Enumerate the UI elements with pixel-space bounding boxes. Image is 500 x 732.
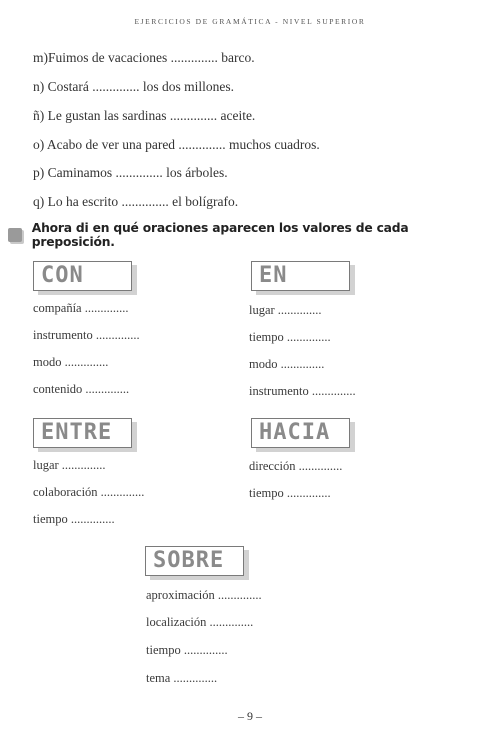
sobre-value-3: tiempo ..............	[146, 643, 228, 657]
square-bullet-icon	[8, 228, 22, 242]
exercise-enye: ñ) Le gustan las sardinas .............. aceite.	[33, 108, 256, 123]
preposition-box-con	[33, 261, 132, 291]
con-value-1: compañía ..............	[33, 301, 129, 315]
exercise-n: n) Costará .............. los dos millones.	[33, 79, 234, 94]
preposition-label: HACIA	[259, 420, 331, 445]
con-value-2: instrumento ..............	[33, 328, 140, 342]
preposition-box-entre	[33, 418, 132, 448]
en-value-1: lugar ..............	[249, 303, 322, 317]
en-value-4: instrumento ..............	[249, 384, 356, 398]
hacia-value-1: dirección ..............	[249, 459, 343, 473]
exercise-p: p) Caminamos .............. los árboles.	[33, 165, 228, 180]
en-value-3: modo ..............	[249, 357, 325, 371]
preposition-box-sobre	[145, 546, 244, 576]
instruction-text: Ahora di en qué oraciones aparecen los valores de cada preposición.	[31, 221, 409, 249]
preposition-box-en	[251, 261, 350, 291]
con-value-4: contenido ..............	[33, 382, 130, 396]
entre-value-3: tiempo ..............	[33, 512, 115, 526]
hacia-value-2: tiempo ..............	[249, 486, 331, 500]
con-value-3: modo ..............	[33, 355, 109, 369]
preposition-label: ENTRE	[41, 420, 113, 445]
exercise-o: o) Acabo de ver una pared .............. muchos cuadros.	[33, 137, 320, 152]
running-header: EJERCICIOS DE GRAMÁTICA - NIVEL SUPERIOR	[134, 17, 366, 26]
instruction-row	[8, 221, 488, 249]
sobre-value-1: aproximación ..............	[146, 588, 262, 602]
preposition-label: CON	[41, 263, 84, 288]
preposition-box-hacia	[251, 418, 350, 448]
en-value-2: tiempo ..............	[249, 330, 331, 344]
page-number: – 9 –	[238, 709, 262, 723]
entre-value-1: lugar ..............	[33, 458, 106, 472]
sobre-value-4: tema ..............	[146, 671, 218, 685]
preposition-label: EN	[259, 263, 288, 288]
exercise-q: q) Lo ha escrito .............. el bolígrafo.	[33, 194, 239, 209]
sobre-value-2: localización ..............	[146, 615, 254, 629]
preposition-label: SOBRE	[153, 548, 225, 573]
entre-value-2: colaboración ..............	[33, 485, 145, 499]
exercise-m: m)Fuimos de vacaciones .............. barco.	[33, 50, 255, 65]
